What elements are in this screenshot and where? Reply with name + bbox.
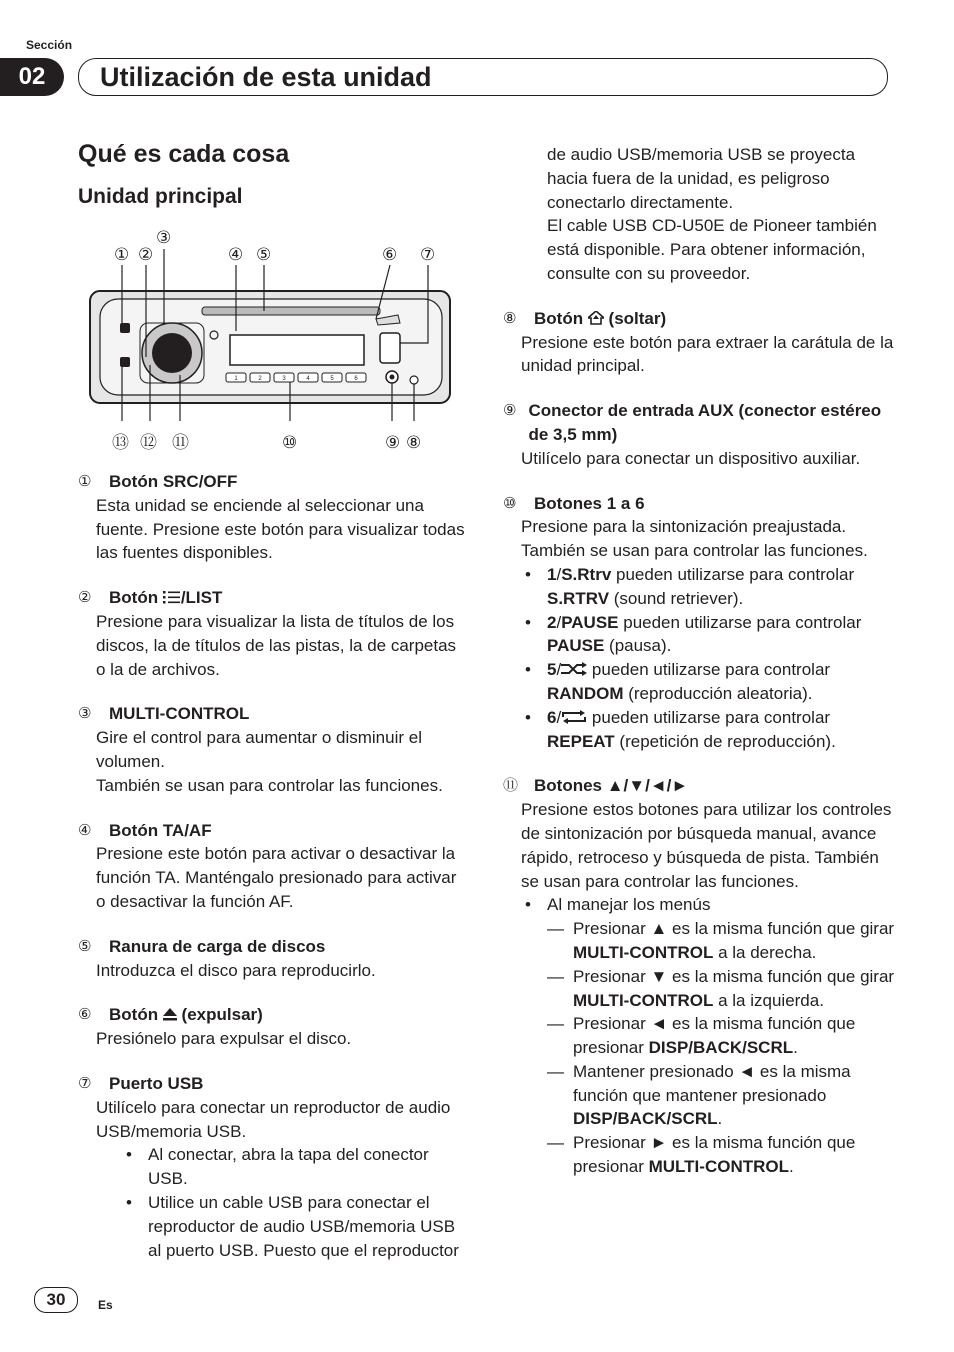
text: .	[793, 1038, 798, 1058]
preset-label-6: 6	[354, 376, 358, 382]
left-column	[78, 470, 470, 1283]
callout-1: ①	[114, 245, 130, 264]
sep: /	[556, 707, 562, 727]
text: .	[717, 1109, 723, 1129]
text: Presionar ◄ es la misma función que presionar	[573, 1014, 856, 1058]
text: a la izquierda.	[713, 990, 824, 1010]
list-item	[547, 1012, 895, 1060]
term: RANDOM	[547, 683, 624, 703]
list-item	[521, 658, 895, 706]
item-heading: Botones 1 a 6	[534, 493, 645, 513]
callout-11: ⑪	[172, 433, 189, 452]
term: PAUSE	[547, 636, 605, 656]
item-aux-input	[503, 399, 895, 470]
item-body: Gire el control para aumentar o disminuir el volumen.	[96, 728, 422, 771]
key: 6	[547, 707, 557, 727]
list-icon	[163, 590, 181, 604]
heading-text: (soltar)	[603, 308, 667, 328]
section-number: 02	[0, 58, 64, 96]
term: MULTI-CONTROL	[573, 942, 714, 962]
text: Presionar ▼ es la misma función que girar	[573, 966, 895, 986]
key-name: S.Rtrv	[561, 564, 612, 584]
item-eject	[78, 1003, 470, 1051]
item-usb-port	[78, 1072, 470, 1262]
menu-bullet	[503, 893, 895, 917]
item-body: También se usan para controlar las funciones.	[521, 541, 868, 561]
text: Presionar ▲ es la misma función que girar	[573, 919, 895, 939]
usb-cable-note: El cable USB CD-U50E de Pioneer también está disponible. Para obtener información, consulte con su proveedor.	[547, 216, 877, 283]
text: pueden utilizarse para controlar	[618, 612, 862, 632]
list-item	[547, 1060, 895, 1131]
item-number: ⑪	[503, 777, 519, 795]
item-number: ①	[78, 473, 92, 490]
item-heading: Botón TA/AF	[109, 820, 212, 840]
eject-icon	[163, 1008, 177, 1021]
item-preset-buttons	[503, 492, 895, 754]
item-body: Utilícelo para conectar un reproductor de audio USB/memoria USB.	[96, 1097, 451, 1141]
callout-7: ⑦	[420, 245, 436, 264]
item-heading: Botón SRC/OFF	[109, 472, 238, 491]
item-list-button	[78, 586, 470, 681]
menu-dash-list	[503, 917, 895, 1179]
item-body: Esta unidad se enciende al seleccionar una fuente. Presione este botón para visualizar todas las fuentes disponibles.	[96, 495, 465, 563]
item-body: También se usan para controlar las funciones.	[96, 775, 443, 795]
text: pueden utilizarse para controlar	[611, 564, 855, 584]
list-item	[547, 1131, 895, 1179]
callout-3: ③	[156, 228, 172, 247]
preset-label-5: 5	[330, 376, 334, 382]
item-disc-slot	[78, 935, 470, 983]
callout-9: ⑨	[385, 433, 401, 452]
sep: /	[556, 660, 562, 680]
heading-text: Botón	[109, 1005, 163, 1025]
usb-bullets	[78, 1143, 470, 1262]
sep: /	[556, 612, 562, 632]
head-unit-diagram	[80, 225, 460, 465]
page-number: 30	[34, 1287, 78, 1313]
text: .	[788, 1157, 794, 1177]
list-item: • Al manejar los menús	[521, 893, 895, 917]
item-body: Presione este botón para extraer la carátula de la unidad principal.	[521, 332, 894, 376]
release-icon	[588, 311, 604, 325]
item-arrow-buttons	[503, 774, 895, 1179]
preset-label-4: 4	[306, 376, 310, 382]
preset-label-3: 3	[282, 376, 286, 382]
list-item: • Utilice un cable USB para conectar el reproductor de audio USB/memoria USB al puerto USB. Puesto que el reproductor	[122, 1191, 470, 1262]
item-number: ③	[78, 705, 92, 723]
item-heading: Ranura de carga de discos	[109, 936, 326, 956]
key: 2	[547, 612, 557, 632]
page-title: Qué es cada cosa	[78, 140, 290, 168]
item-heading	[534, 307, 666, 331]
text: Presionar ► es la misma función que presionar	[573, 1133, 856, 1177]
text: pueden utilizarse para controlar	[587, 660, 831, 680]
usb-continuation: de audio USB/memoria USB se proyecta hacia fuera de la unidad, es peligroso conectarlo directamente.	[547, 145, 856, 212]
item-src-off	[78, 470, 470, 565]
repeat-icon	[561, 710, 587, 724]
item-body: Presiónelo para expulsar el disco.	[96, 1029, 352, 1049]
callout-2: ②	[138, 245, 154, 264]
text: (repetición de reproducción).	[614, 731, 836, 751]
list-item: • Al conectar, abra la tapa del conector USB.	[122, 1143, 470, 1191]
callout-13: ⑬	[112, 433, 129, 452]
key: 1	[547, 564, 557, 584]
text: pueden utilizarse para controlar	[587, 707, 831, 727]
random-icon	[561, 662, 587, 676]
sep: /	[556, 564, 562, 584]
item-number: ⑤	[78, 937, 92, 955]
section-title: Utilización de esta unidad	[100, 62, 432, 92]
item-heading: MULTI-CONTROL	[109, 704, 250, 724]
item-body: Introduzca el disco para reproducirlo.	[96, 960, 376, 980]
callout-5: ⑤	[256, 245, 272, 264]
item-number: ⑨	[503, 402, 517, 420]
right-column	[503, 143, 895, 1200]
list-item	[521, 611, 895, 659]
item-number: ②	[78, 589, 92, 607]
language-code: Es	[98, 1298, 113, 1312]
text: (pausa).	[604, 636, 672, 656]
callout-4: ④	[228, 245, 244, 264]
item-body: Presione para visualizar la lista de títulos de los discos, la de títulos de las pistas, la de carpetas o la de archivos.	[96, 611, 457, 679]
term: REPEAT	[547, 731, 615, 751]
preset-bullets	[503, 563, 895, 753]
list-item	[547, 917, 895, 965]
item-body: Presione estos botones para utilizar los controles de sintonización por búsqueda manual, avance rápido, retroceso y búsqueda de pista. También se usan para controlar las funciones.	[521, 800, 892, 891]
page-subtitle: Unidad principal	[78, 185, 243, 208]
text: a la derecha.	[713, 942, 817, 962]
item-number: ⑥	[78, 1006, 92, 1024]
key-name: PAUSE	[561, 612, 619, 632]
list-item	[547, 965, 895, 1013]
item-heading: Conector de entrada AUX (conector estéreo de 3,5 mm)	[528, 401, 882, 444]
text: (sound retriever).	[609, 588, 744, 608]
item-release	[503, 307, 895, 378]
item-heading: Puerto USB	[109, 1073, 204, 1093]
item-body: Presione este botón para activar o desactivar la función TA. Manténgalo presionado para activar o desactivar la función AF.	[96, 844, 457, 911]
item-ta-af	[78, 819, 470, 914]
heading-text: (expulsar)	[176, 1005, 263, 1025]
term: DISP/BACK/SCRL	[573, 1109, 718, 1129]
list-item	[521, 706, 895, 754]
callout-6: ⑥	[382, 245, 398, 264]
text: Mantener presionado ◄ es la misma función que mantener presionado	[573, 1061, 851, 1105]
term: S.RTRV	[547, 588, 610, 608]
item-number: ⑦	[78, 1074, 92, 1092]
item-multi-control	[78, 702, 470, 797]
key: 5	[547, 660, 557, 680]
heading-text: Botón	[534, 308, 588, 328]
term: MULTI-CONTROL	[573, 990, 714, 1010]
item-body: Presione para la sintonización preajustada.	[521, 517, 847, 537]
callout-12: ⑫	[140, 433, 157, 452]
item-body: Utilícelo para conectar un dispositivo auxiliar.	[521, 448, 861, 468]
callout-8: ⑧	[406, 433, 422, 452]
item-number: ⑧	[503, 309, 517, 327]
item-number: ⑩	[503, 494, 517, 512]
preset-label-2: 2	[258, 376, 262, 382]
text: (reproducción aleatoria).	[623, 683, 813, 703]
item-number: ④	[78, 821, 92, 839]
item-heading: Botones ▲/▼/◄/►	[534, 776, 689, 796]
heading-text: Botón	[109, 588, 163, 608]
heading-text: /LIST	[180, 588, 223, 608]
list-item	[521, 563, 895, 611]
term: MULTI-CONTROL	[648, 1157, 789, 1177]
term: DISP/BACK/SCRL	[648, 1038, 794, 1058]
item-heading	[109, 1003, 263, 1027]
item-heading	[109, 586, 222, 610]
callout-10: ⑩	[282, 433, 298, 452]
section-label: Sección	[26, 38, 73, 52]
preset-label-1: 1	[234, 376, 238, 382]
